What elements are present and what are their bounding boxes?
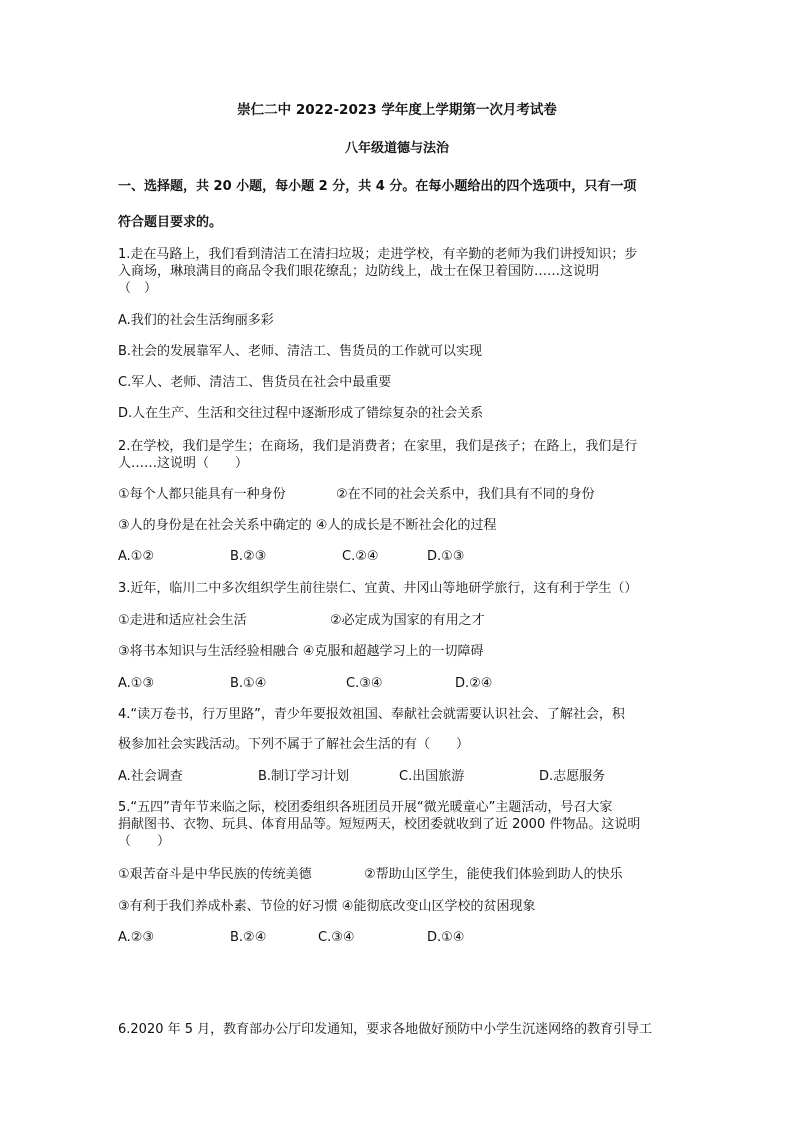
- q4-stem-line2: 极参加社会实践活动。下列不属于了解社会生活的有（ ）: [118, 737, 470, 752]
- q5-statement-2: ②帮助山区学生，能使我们体验到助人的快乐: [364, 867, 623, 882]
- q2-options: [118, 548, 678, 565]
- q1-option-a: A.我们的社会生活绚丽多彩: [118, 313, 274, 328]
- q2-stem-line2: 人……这说明（ ）: [118, 456, 249, 471]
- q3-statements-row2: ③将书本知识与生活经验相融合 ④克服和超越学习上的一切障碍: [118, 644, 484, 659]
- section-heading-line1: 一、选择题，共 20 小题，每小题 2 分，共 4 分。在每小题给出的四个选项中，只有一项: [118, 179, 637, 194]
- q1-stem-line1: 1.走在马路上，我们看到清洁工在清扫垃圾；走进学校，有辛勤的老师为我们讲授知识；步: [118, 247, 638, 262]
- q4-option-a: A.社会调查: [118, 769, 183, 784]
- q1-option-b: B.社会的发展靠军人、老师、清洁工、售货员的工作就可以实现: [118, 344, 483, 359]
- q3-statement-1: ①走进和适应社会生活: [118, 613, 247, 628]
- section-heading-line2: 符合题目要求的。: [118, 215, 223, 230]
- q2-option-d: D.①③: [427, 549, 465, 564]
- q1-stem-line2: 入商场，琳琅满目的商品令我们眼花缭乱；边防线上，战士在保卫着国防……这说明: [118, 264, 600, 279]
- q1-stem-line3: （ ）: [118, 281, 158, 296]
- q2-statements-row1: [118, 486, 678, 503]
- q5-statements-row2: ③有利于我们养成朴素、节俭的好习惯 ④能彻底改变山区学校的贫困现象: [118, 899, 536, 914]
- q3-options: [118, 675, 678, 692]
- exam-title: 崇仁二中 2022-2023 学年度上学期第一次月考试卷: [237, 102, 557, 118]
- q5-stem-line2: 捐献图书、衣物、玩具、体育用品等。短短两天，校团委就收到了近 2000 件物品。这说明: [118, 817, 641, 832]
- q2-stem-line1: 2.在学校，我们是学生；在商场，我们是消费者；在家里，我们是孩子；在路上，我们是行: [118, 439, 638, 454]
- q4-option-b: B.制订学习计划: [258, 769, 350, 784]
- q3-statements-row1: [118, 612, 678, 629]
- q3-stem: 3.近年，临川二中多次组织学生前往崇仁、宜黄、井冈山等地研学旅行，这有利于学生（）: [118, 581, 638, 596]
- q4-option-c: C.出国旅游: [399, 769, 465, 784]
- q5-option-b: B.②④: [230, 930, 267, 945]
- q3-option-a: A.①③: [118, 676, 155, 691]
- q5-stem-line3: （ ）: [118, 834, 171, 849]
- q3-option-d: D.②④: [455, 676, 493, 691]
- q3-option-b: B.①④: [230, 676, 267, 691]
- q2-statement-2: ②在不同的社会关系中，我们具有不同的身份: [336, 487, 595, 502]
- q1-option-c: C.军人、老师、清洁工、售货员在社会中最重要: [118, 375, 392, 390]
- q5-option-c: C.③④: [318, 930, 355, 945]
- q5-option-d: D.①④: [427, 930, 465, 945]
- q5-options: [118, 929, 678, 946]
- q5-option-a: A.②③: [118, 930, 155, 945]
- q2-statements-row2: ③人的身份是在社会关系中确定的 ④人的成长是不断社会化的过程: [118, 518, 497, 533]
- q2-option-b: B.②③: [230, 549, 267, 564]
- q5-statement-1: ①艰苦奋斗是中华民族的传统美德: [118, 867, 312, 882]
- q5-statements-row1: [118, 866, 678, 883]
- q4-stem-line1: 4.“读万卷书，行万里路”，青少年要报效祖国、奉献社会就需要认识社会、了解社会，积: [118, 707, 625, 722]
- exam-subject: 八年级道德与法治: [344, 141, 449, 156]
- q3-statement-2: ②必定成为国家的有用之才: [330, 613, 485, 628]
- q4-options: [118, 768, 678, 785]
- q2-statement-1: ①每个人都只能具有一种身份: [118, 487, 286, 502]
- q3-option-c: C.③④: [346, 676, 383, 691]
- q6-stem-line1: 6.2020 年 5 月，教育部办公厅印发通知，要求各地做好预防中小学生沉迷网络的教育引导工: [118, 1022, 653, 1037]
- q2-option-c: C.②④: [342, 549, 379, 564]
- q1-option-d: D.人在生产、生活和交往过程中逐渐形成了错综复杂的社会关系: [118, 406, 484, 421]
- q2-option-a: A.①②: [118, 549, 155, 564]
- q5-stem-line1: 5.“五四”青年节来临之际，校团委组织各班团员开展“微光暖童心”主题活动，号召大家: [118, 800, 613, 815]
- q4-option-d: D.志愿服务: [539, 769, 606, 784]
